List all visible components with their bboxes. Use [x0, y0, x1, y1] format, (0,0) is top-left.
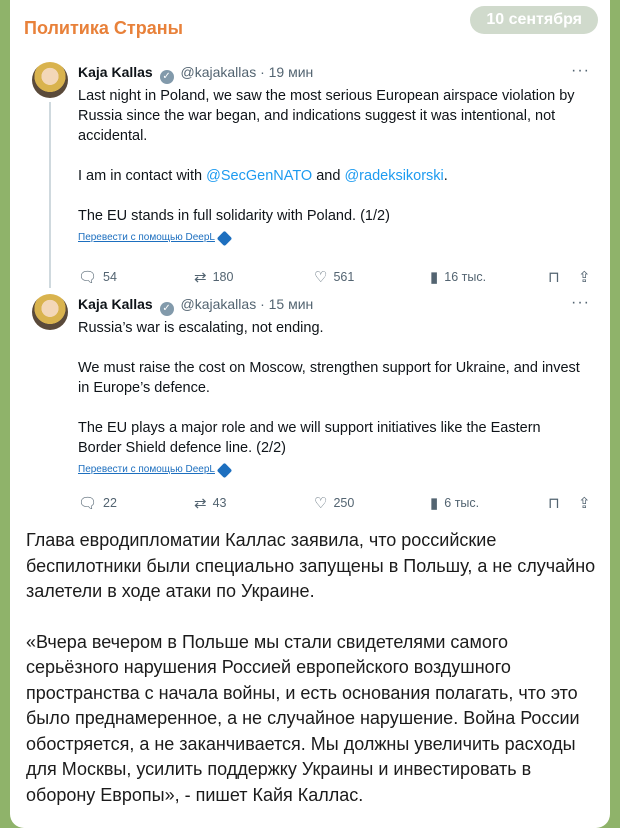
tweet-2 [10, 290, 610, 522]
views-button[interactable]: ▮ 16 тыс. [430, 269, 487, 286]
views-button[interactable]: ▮ 6 тыс. [430, 495, 480, 512]
author-name[interactable]: Kaja Kallas [78, 64, 153, 80]
more-options-icon[interactable]: ··· [571, 294, 590, 311]
message-text [26, 528, 596, 828]
tweet-paragraph: We must raise the cost on Moscow, strengthen support for Ukraine, and invest in Europe’s defence. [78, 360, 580, 396]
tweet-actions [78, 268, 598, 288]
views-icon: ▮ [430, 495, 439, 512]
bookmark-button[interactable] [548, 268, 560, 286]
tweet-header [78, 64, 313, 84]
repost-button[interactable]: ⇄ 180 [194, 269, 234, 286]
repost-icon: ⇄ [194, 269, 207, 286]
message-paragraph: Глава евродипломатии Каллас заявила, что российские беспилотники были специально запущены в Польшу, а не случайно залетели в ходе атаки по Украине. [26, 530, 596, 601]
author-handle[interactable]: @kajakallas [180, 296, 257, 312]
tweet-screenshot [10, 50, 610, 524]
thread-line [49, 102, 51, 288]
share-button[interactable] [578, 268, 591, 286]
channel-name[interactable]: Политика Страны [24, 18, 183, 38]
date-badge: 10 сентября [470, 6, 598, 34]
heart-icon: ♡ [314, 269, 328, 286]
share-icon: ⇪ [578, 495, 591, 512]
like-button[interactable]: ♡ 250 [314, 495, 355, 512]
tweet-1 [10, 58, 610, 288]
tweet-time: · 19 мин [260, 64, 314, 80]
verified-icon: ✓ [160, 70, 174, 84]
reply-button[interactable]: 🗨 22 [78, 495, 117, 512]
bookmark-button[interactable] [548, 494, 560, 512]
tweet-paragraph: The EU plays a major role and we will support initiatives like the Eastern Border Shield defence line. (2/2) [78, 420, 541, 456]
tweet-actions [78, 494, 598, 514]
avatar[interactable] [32, 62, 68, 98]
reply-icon: 🗨 [78, 495, 98, 512]
deepl-icon [217, 462, 233, 478]
deepl-icon [217, 230, 233, 246]
tweet-paragraph: The EU stands in full solidarity with Poland. (1/2) [78, 208, 390, 224]
tweet-header [78, 296, 313, 316]
tweet-paragraph: Last night in Poland, we saw the most serious European airspace violation by Russia since the war began, and indications suggest it was intentional, not accidental. [78, 88, 575, 144]
author-name[interactable]: Kaja Kallas [78, 296, 153, 312]
bookmark-icon: ⊓ [548, 495, 560, 512]
mention-link[interactable]: @SecGenNATO [206, 168, 313, 184]
avatar[interactable] [32, 294, 68, 330]
reply-button[interactable]: 🗨 54 [78, 269, 117, 286]
verified-icon: ✓ [160, 302, 174, 316]
heart-icon: ♡ [314, 495, 328, 512]
like-button[interactable]: ♡ 561 [314, 269, 355, 286]
mention-link[interactable]: @radeksikorski [344, 168, 444, 184]
more-options-icon[interactable]: ··· [571, 62, 590, 79]
tweet-paragraph: Russia’s war is escalating, not ending. [78, 320, 324, 336]
views-icon: ▮ [430, 269, 439, 286]
tweet-time: · 15 мин [260, 296, 314, 312]
tweet-body [78, 86, 588, 248]
repost-button[interactable]: ⇄ 43 [194, 495, 227, 512]
message-bubble [10, 0, 610, 828]
reply-icon: 🗨 [78, 269, 98, 286]
message-paragraph: «Вчера вечером в Польше мы стали свидетелями самого серьёзного нарушения Россией европейского воздушного пространства с начала войны, и есть основания полагать, что это было преднамеренное, а не случайное нарушение. Война России обостряется, а не заканчивается. Мы должны увеличить расходы для Москвы, усилить поддержку Украины и инвестировать в оборону Европы», - пишет Кайя Каллас. [26, 631, 580, 805]
author-handle[interactable]: @kajakallas [180, 64, 257, 80]
share-button[interactable] [578, 494, 591, 512]
tweet-body [78, 318, 588, 480]
translate-link[interactable]: Перевести с помощью DeepL [78, 228, 588, 248]
share-icon: ⇪ [578, 269, 591, 286]
bookmark-icon: ⊓ [548, 269, 560, 286]
repost-icon: ⇄ [194, 495, 207, 512]
translate-link[interactable]: Перевести с помощью DeepL [78, 460, 588, 480]
tweet-paragraph: I am in contact with @SecGenNATO and @radeksikorski. [78, 168, 448, 184]
